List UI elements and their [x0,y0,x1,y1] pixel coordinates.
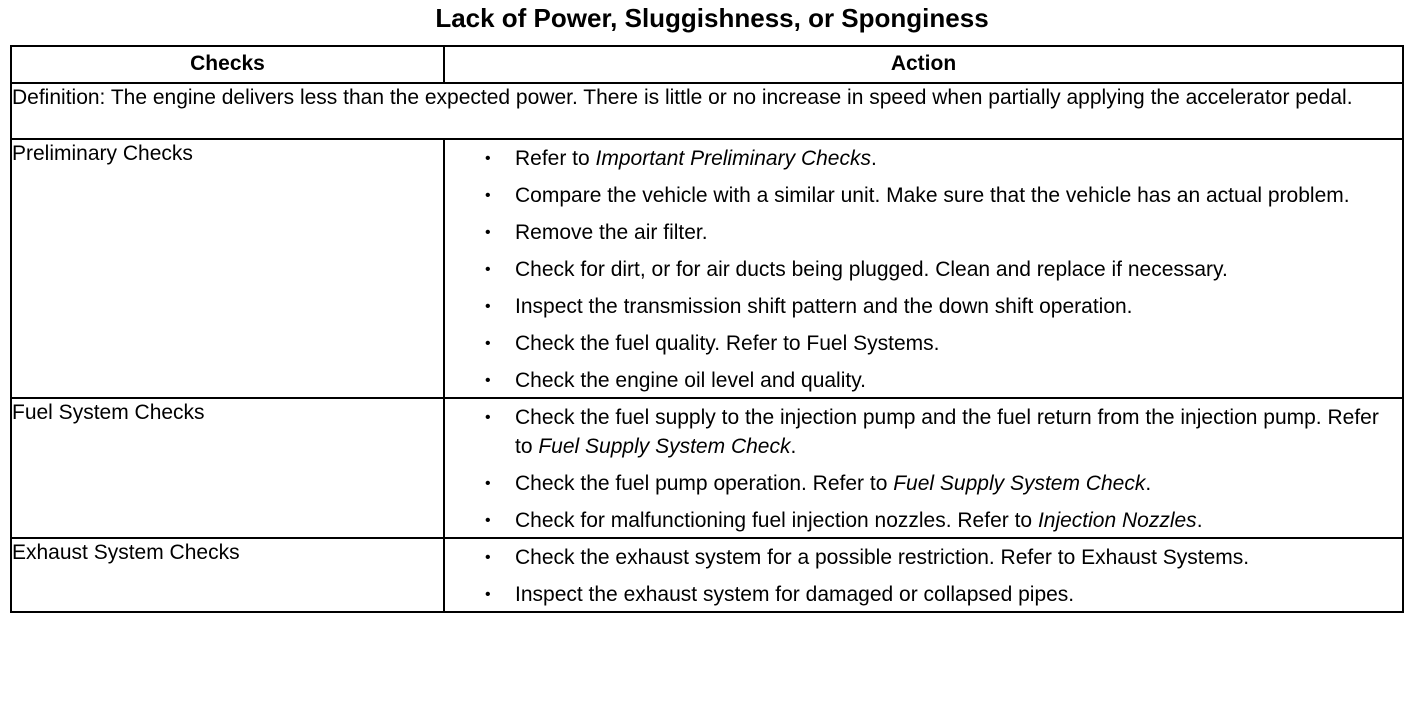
action-item [515,469,1396,498]
table-row [11,139,1403,398]
action-text: Inspect the transmission shift pattern and the down shift operation. [515,295,1133,318]
action-text: Check the fuel quality. Refer to Fuel Systems. [515,332,940,355]
column-header-action: Action [444,46,1403,83]
action-text: Check for dirt, or for air ducts being plugged. Clean and replace if necessary. [515,258,1228,281]
action-list [445,399,1402,537]
action-item [515,181,1396,210]
action-text-end: . [790,435,797,458]
check-name: Fuel System Checks [11,398,444,538]
action-item [515,506,1396,535]
action-cell [444,139,1403,398]
action-reference: Important Preliminary Checks [595,147,871,170]
definition-row [11,83,1403,139]
page-title: Lack of Power, Sluggishness, or Sponginess [435,3,989,33]
action-item [515,543,1396,572]
action-list [445,539,1402,611]
action-list [445,140,1402,397]
action-text: Check for malfunctioning fuel injection nozzles. Refer to [515,509,1038,532]
definition-text: Definition: The engine delivers less than the expected power. There is little or no increase in speed when partially applying the accelerator pedal. [11,83,1403,139]
action-text: Check the fuel pump operation. Refer to [515,472,894,495]
action-text-end: . [1196,509,1203,532]
action-text: Check the exhaust system for a possible restriction. Refer to Exhaust Systems. [515,546,1250,569]
action-item [515,255,1396,284]
action-item [515,580,1396,609]
action-item [515,366,1396,395]
action-text: Check the engine oil level and quality. [515,369,867,392]
action-item [515,329,1396,358]
table-row [11,538,1403,612]
action-item [515,218,1396,247]
action-item [515,292,1396,321]
action-text-end: . [1145,472,1152,495]
action-text: Inspect the exhaust system for damaged or collapsed pipes. [515,583,1075,606]
action-text: Remove the air filter. [515,221,708,244]
action-reference: Injection Nozzles [1037,509,1197,532]
diagnostic-table [10,45,1404,613]
action-reference: Fuel Supply System Check [893,472,1146,495]
action-text: Compare the vehicle with a similar unit. Make sure that the vehicle has an actual problem. [515,184,1350,207]
action-text-end: . [870,147,877,170]
action-text: Check the fuel supply to the injection pump and the fuel return from the injection pump. Refer to [515,406,1379,458]
header-row [11,46,1403,83]
action-text: Refer to [515,147,596,170]
action-item [515,403,1396,461]
table-row [11,398,1403,538]
check-name: Preliminary Checks [11,139,444,398]
action-cell [444,398,1403,538]
check-name: Exhaust System Checks [11,538,444,612]
action-reference: Fuel Supply System Check [538,435,791,458]
action-cell [444,538,1403,612]
column-header-checks: Checks [11,46,444,83]
action-item [515,144,1396,173]
